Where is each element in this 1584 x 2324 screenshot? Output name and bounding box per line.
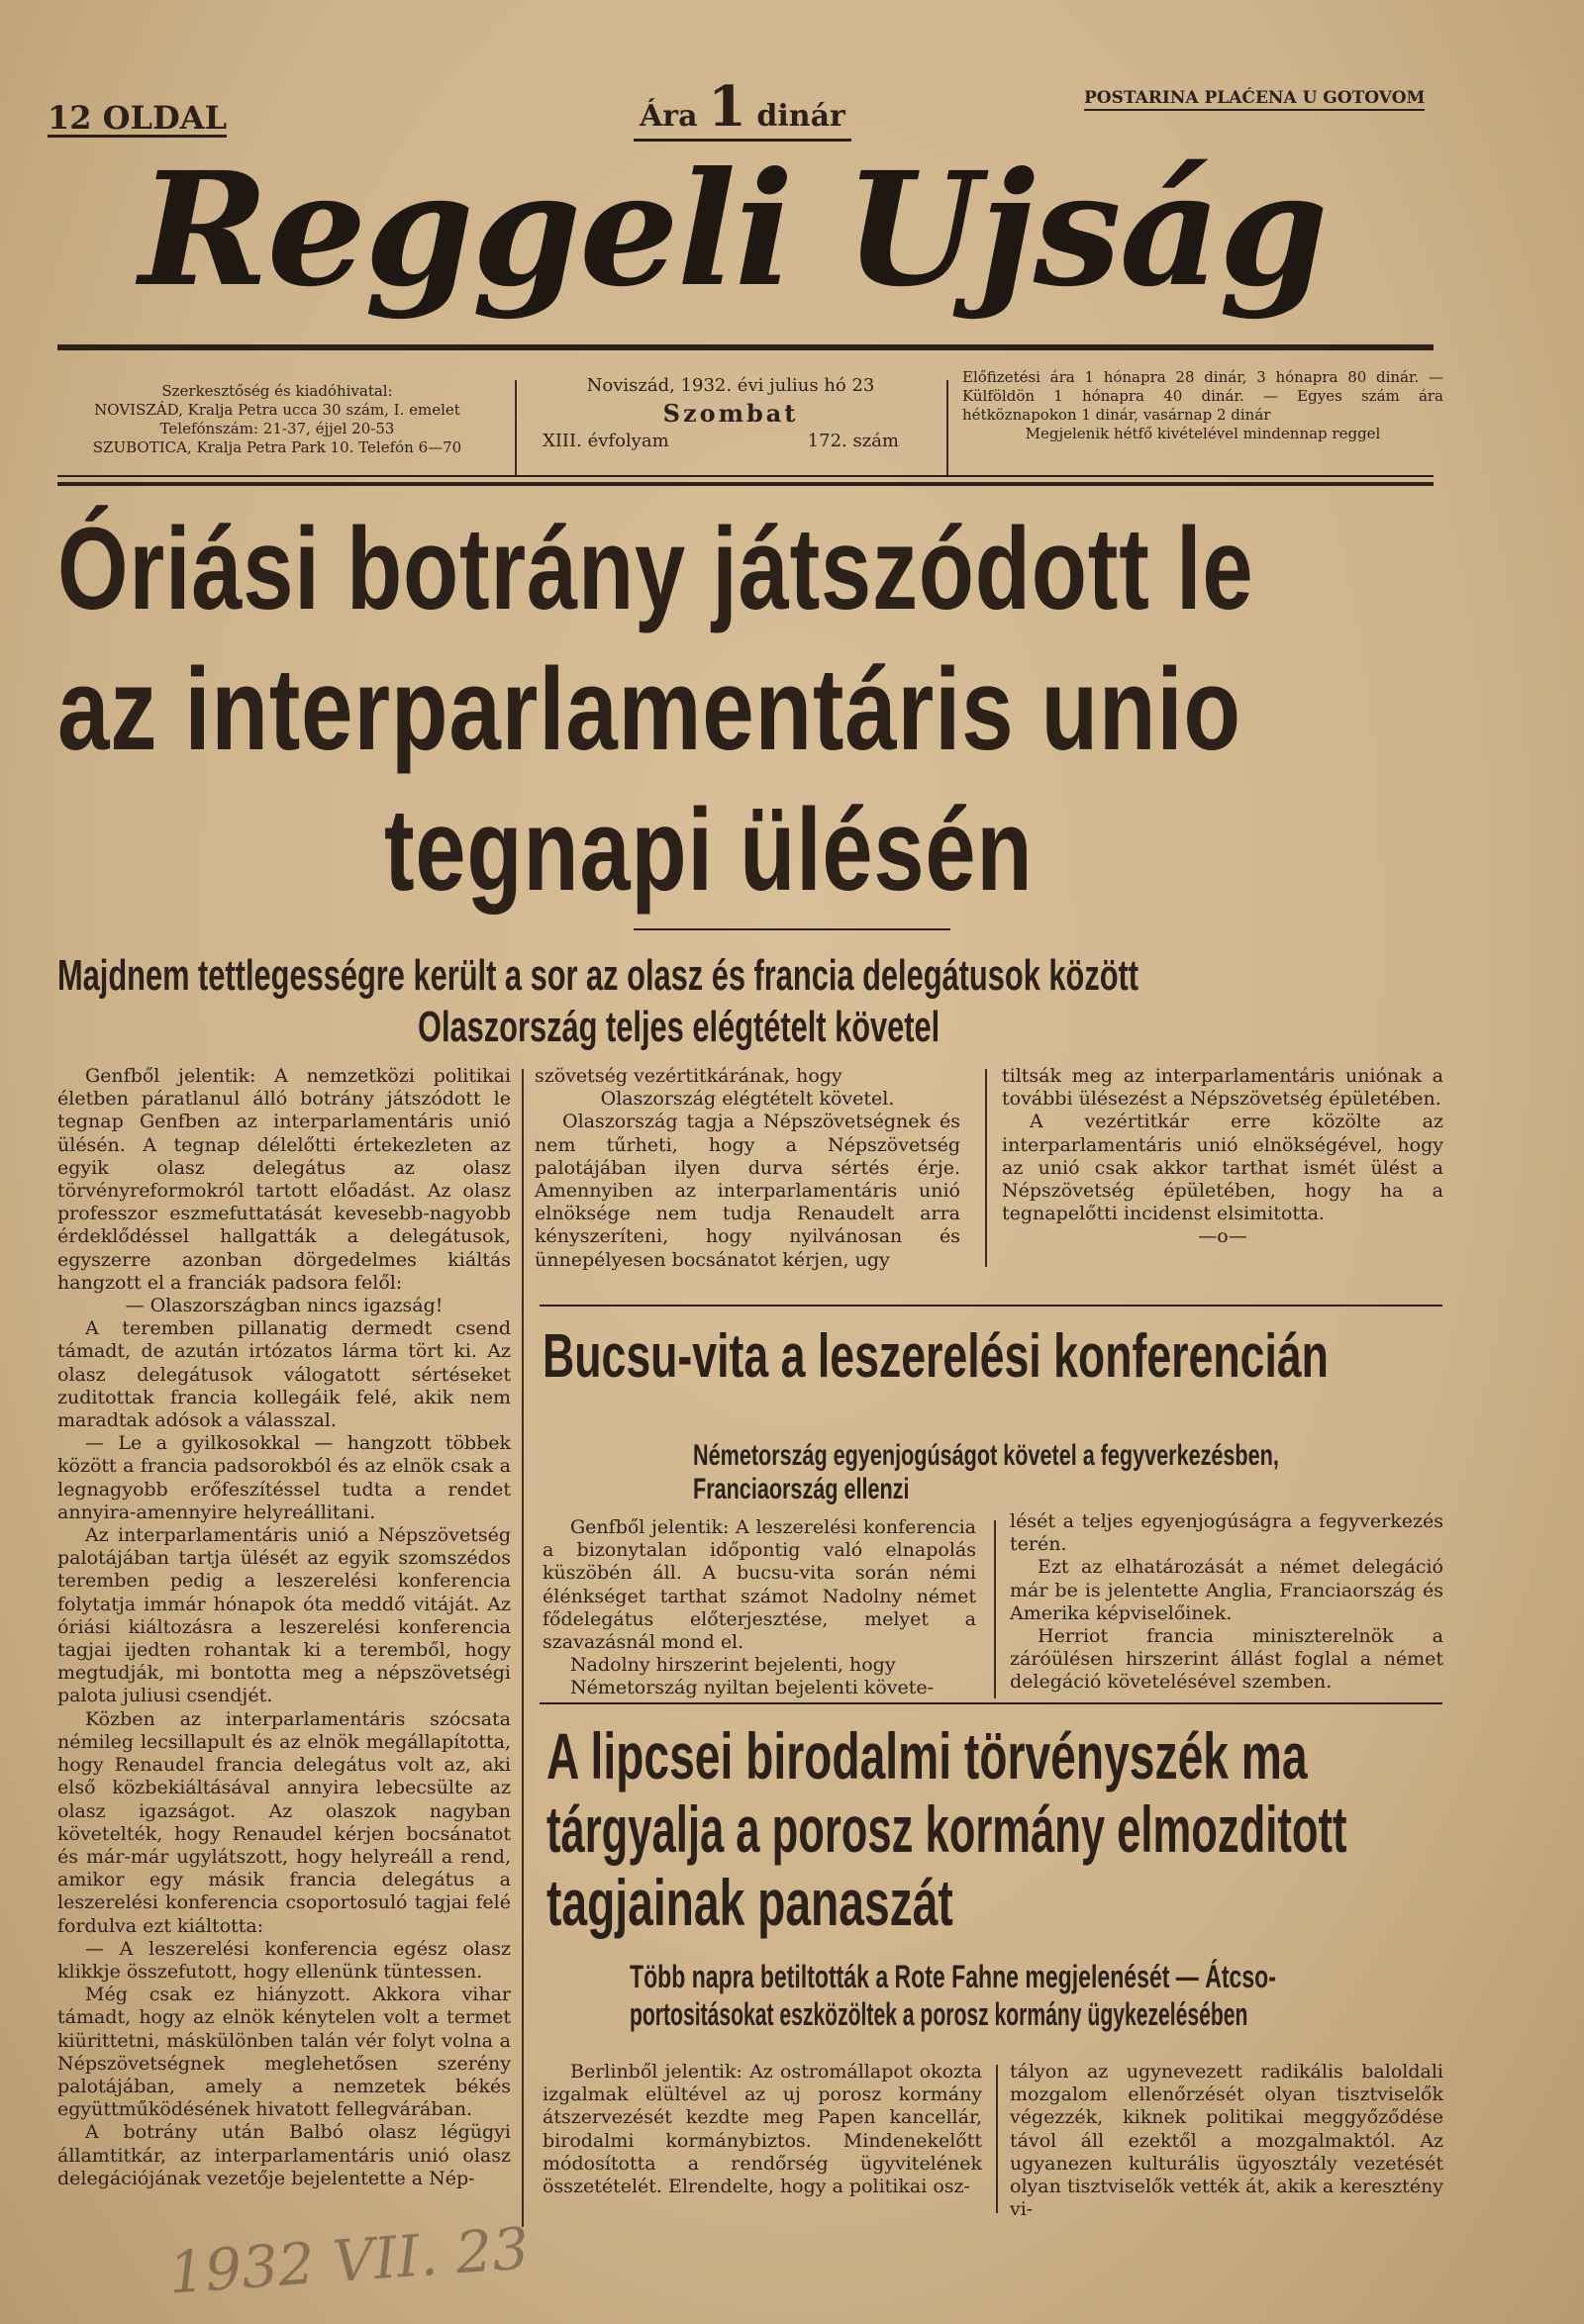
article2-subtitle-1: Németország egyenjogúságot követel a fegyverkezésben,	[693, 1439, 1279, 1472]
subscription-prices: Előfizetési ára 1 hónapra 28 dinár, 3 hónapra 80 dinár. — Külföldön 1 hónapra 40 dinár. — Egyes szám ára hétköznapokon 1 dinár, vasárnap 2 dinár	[962, 368, 1443, 424]
issue-info	[543, 374, 919, 455]
article2-paragraph: Ezt az elhatározását a német delegáció már be is jelentette Anglia, Franciaország és Amerika képviselőinek.	[1010, 1556, 1443, 1624]
article1-paragraph: Olaszország tagja a Népszövetségnek és nem tűrheti, hogy a Népszövetség palotájában ilyen durva sértés érje. Amennyiben az interparlamentáris unió elnöksége nem tudja Renaudelt arra kényszeríteni, hogy nyilvánosan és ünnepélyesen bocsánatot kérjen, ugy	[535, 1111, 960, 1271]
appearance-note: Megjelenik hétfő kivételével mindennap reggel	[1025, 425, 1381, 442]
article3-column-2	[1010, 2061, 1443, 2221]
article2-column-2	[1010, 1510, 1443, 1695]
column-divider-1	[522, 1069, 524, 2227]
article2-paragraph: Genfből jelentik: A leszerelési konferencia a bizonytalan időpontig való elnapolás küszöbén áll. A bucsu-vita során némi élénkséget tarthat számot Nadolny német fődelegátus előterjesztése, melyet a szavazásnál mond el.	[543, 1516, 976, 1654]
article3-subtitle-1: Több napra betiltották a Rote Fahne megjelenését — Átcso-	[630, 1959, 1276, 1994]
headline-line-2: az interparlamentáris unio	[57, 644, 1241, 775]
issue-volume: XIII. évfolyam	[543, 431, 669, 451]
price	[634, 74, 851, 142]
headline-line-1: Óriási botrány játszódott le	[57, 504, 1254, 634]
section-separator: —o—	[1198, 1225, 1247, 1248]
article1-paragraph: tiltsák meg az interparlamentáris uniónak a további ülésezést a Népszövetség épületében.	[1002, 1065, 1443, 1111]
masthead-title: Reggeli Ujság	[139, 139, 1327, 322]
headline-line-3: tegnapi ülésén	[384, 785, 1034, 916]
price-unit: dinár	[756, 99, 845, 134]
article1-paragraph: Genfből jelentik: A nemzetközi politikai életben páratlanul álló botrány játszódott le tegnap Genfben az interparlamentáris unió ülésén. A tegnap délelőtti értekezleten az egyik olasz delegátus az olasz törvényreformokról tartott előadást. Az olasz professzor eszmefuttatását kevesebb-nagyobb érdeklődéssel hallgatták a delegátusok, egyszerre azonban dörgedelmes kiáltás hangzott el a franciák padsora felől:	[57, 1065, 511, 1294]
masthead-rule	[57, 344, 1434, 350]
article3-title-3: tagjainak panaszát	[546, 1866, 953, 1939]
article2-paragraph: Nadolny hirszerint bejelenti, hogy	[570, 1654, 896, 1677]
article1-paragraph: — A leszerelési konferencia egész olasz klikkje összefutott, hogy ellenünk tüntessen.	[57, 1937, 511, 1983]
page-count: 12 OLDAL	[48, 99, 228, 137]
info-divider-2	[946, 380, 948, 475]
headline-rule	[634, 928, 950, 930]
article1-paragraph: A vezértitkár erre közölte az interparlamentáris unió elnökségével, hogy az unió csak akkor tarthat ismét ülést a Népszövetség épületében, hogy ha a tegnapelőtti incidenst elsimitotta.	[1002, 1111, 1443, 1225]
article2-top-rule	[540, 1305, 1442, 1307]
article3-title-1: A lipcsei birodalmi törvényszék ma	[546, 1719, 1308, 1792]
article1-paragraph: A botrány után Balbó olasz légügyi államtitkár, az interparlamentáris unió olasz delegációjának vezetője bejelentette a Nép-	[57, 2121, 511, 2189]
article1-paragraph: Még csak ez hiányzott. Akkora vihar támadt, hogy az elnök kénytelen volt a termet kiürittetni, máskülönben talán vér folyt volna a Népszövetségnek meglehetősen szerény palotájában, amely a nemzetek békés együttműködésének hivatott fellegvárában.	[57, 1984, 511, 2121]
article3-divider	[996, 2065, 998, 2213]
postage-note: POSTARINA PLAĆENA U GOTOVOM	[1084, 87, 1425, 111]
article1-quote: — Olaszországban nincs igazság!	[125, 1295, 444, 1317]
issue-weekday: Szombat	[662, 399, 799, 428]
subheadline-1: Majdnem tettlegességre került a sor az olasz és francia delegátusok között	[57, 951, 1139, 1000]
issue-date: Noviszád, 1932. évi julius hó 23	[586, 375, 875, 396]
article1-paragraph: Közben az interparlamentáris szócsata némileg lecsillapult és az elnök megállapította, hogy Renaudel francia delegátus volt az, aki első közbekiáltásával annyira lebecsülte az olasz igazságot. Az olaszok nagyban követelték, hogy Renaudel kérjen bocsánatot és már-már ugylátszott, hogy helyreáll a rend, amikor egy másik francia delegátus a leszerelési konferencia csoportosuló tagjai felé fordulva ezt kiáltotta:	[57, 1707, 511, 1937]
info-rule-2	[57, 482, 1434, 486]
article1-column-3	[1002, 1065, 1443, 1249]
article1-paragraph: szövetség vezértitkárának, hogy	[535, 1065, 842, 1087]
subheadline-2: Olaszország teljes elégtételt követel	[418, 1003, 940, 1051]
novisad-address: NOVISZÁD, Kralja Petra ucca 30 szám, I. emelet	[94, 401, 460, 419]
article3-top-rule	[540, 1702, 1442, 1704]
article2-column-1	[543, 1516, 976, 1700]
info-divider-1	[515, 380, 517, 475]
article1-paragraph: — Le a gyilkosokkal — hangzott többek között a francia padsorokból és az elnök csak a legnagyobb erőfeszítéssel tudta a rendet annyira-amennyire helyreállitani.	[57, 1432, 511, 1523]
subscription-info	[962, 368, 1443, 443]
editorial-label: Szerkesztőség és kiadóhivatal:	[161, 382, 393, 400]
article1-column-2	[535, 1065, 960, 1272]
article3-paragraph: tályon az ugynevezett radikális baloldali mozgalom ellenőrzését olyan tisztviselők végezzék, kiknek politikai meggyőződése távol áll ezektől a mozgalmaktól. Az ugyanezen kulturális ügyosztály vezetését olyan tisztviselők vették át, akik a keresztény vi-	[1010, 2061, 1443, 2221]
article2-paragraph: Németország nyiltan bejelenti követe-	[570, 1677, 935, 1699]
article3-subtitle-2: portositásokat eszközöltek a porosz kormány ügykezelésében	[630, 1996, 1248, 2032]
article2-paragraph: lését a teljes egyenjogúságra a fegyverkezés terén.	[1010, 1510, 1443, 1556]
handwritten-date: 1932 VII. 23	[166, 2214, 532, 2307]
article1-column-1	[57, 1065, 511, 2190]
article2-paragraph: Herriot francia miniszterelnök a záróülésen hirszerint állást foglal a német delegáció követelésével szemben.	[1010, 1625, 1443, 1694]
price-prefix: Ára	[640, 99, 698, 134]
issue-numbers	[543, 430, 919, 455]
article1-paragraph: Az interparlamentáris unió a Népszövetség palotájában tartja ülését az egyik szomszédos teremben pedig a leszerelési konferencia folytatja immár hónapok óta meddő vitáját. Az óriási kiáltozásra a leszerelési konferencia tagjai ijedten rohantak ki a teremből, hogy megtudják, mi bontotta meg a népszövetségi palota juliusi csendjét.	[57, 1524, 511, 1707]
article3-paragraph: Berlinből jelentik: Az ostromállapot okozta izgalmak elültével az uj porosz kormány átszervezését kezdte meg Papen kancellár, birodalmi kormánybiztos. Mindenekelőtt módosította a rendőrség ügyvitelének összetételét. Elrendelte, hogy a politikai osz-	[543, 2061, 982, 2198]
issue-number: 172. szám	[807, 431, 899, 451]
price-number: 1	[707, 74, 746, 140]
article2-subtitle-2: Franciaország ellenzi	[693, 1473, 910, 1505]
subotica-address: SZUBOTICA, Kralja Petra Park 10. Telefón 6—70	[92, 438, 462, 456]
phone-numbers: Telefónszám: 21-37, éjjel 20-53	[159, 420, 395, 437]
editorial-info	[50, 382, 505, 457]
column-divider-2	[985, 1069, 987, 1267]
article3-title-2: tárgyalja a porosz kormány elmozditott	[546, 1792, 1347, 1866]
info-rule-1	[57, 475, 1434, 477]
article1-paragraph: A teremben pillanatig dermedt csend támadt, de azután irtózatos lárma tört ki. Az olasz delegátusok válogatott sértéseket zuditottak francia kollegáik felé, akik nem maradtak adósok a válasszal.	[57, 1317, 511, 1432]
article2-divider	[994, 1520, 996, 1698]
article2-title: Bucsu-vita a leszerelési konferencián	[543, 1322, 1329, 1391]
article1-emphasis: Olaszország elégtételt követel.	[600, 1088, 895, 1111]
article3-column-1	[543, 2061, 982, 2198]
